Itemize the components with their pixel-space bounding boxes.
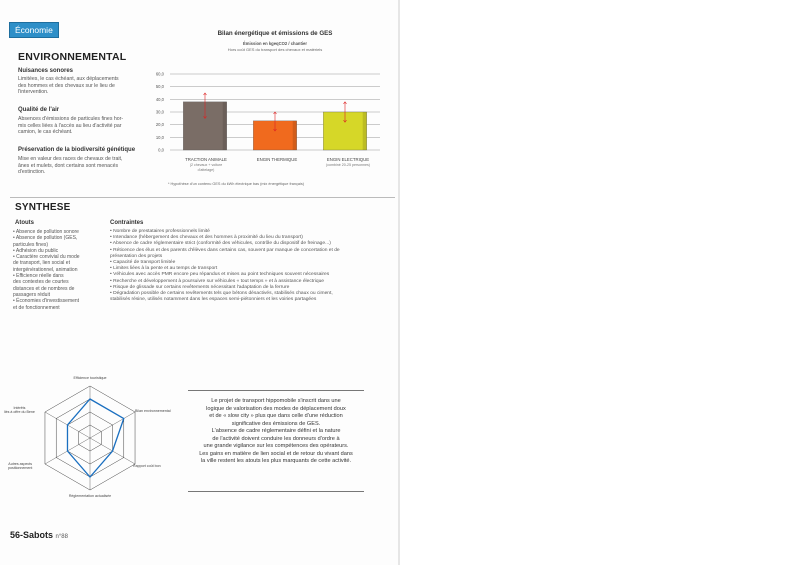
list-item	[110, 291, 395, 303]
list-item-line: des contextes de courtes	[13, 279, 69, 286]
list-item-line: • Absence de pollution sonore	[13, 229, 79, 235]
list-item-line: • Limites liées à la pente et au temps de transport	[110, 266, 218, 272]
y-tick-label: 10,0	[155, 134, 164, 140]
list-item-line: • Efficience réelle dans	[13, 273, 64, 280]
list-item-line: • Intendance (hébergement des chevaux et des hommes à proximité du lieu du transport)	[110, 235, 303, 241]
radar-chart	[20, 376, 180, 501]
list-item-line: présentation des projets	[110, 253, 163, 259]
chart-subtitle: Émission en kgeqCO2 / chantier	[243, 41, 307, 46]
category-note-line: (combiné 20-25 personnes)	[326, 163, 370, 167]
y-tick-label: 30,0	[155, 109, 164, 115]
category-note	[176, 163, 236, 173]
env-section-title: Nuisances sonores	[18, 68, 74, 74]
radar-label-line: Intérêts	[13, 406, 26, 410]
list-item-line: • Économies d'investissement	[13, 298, 80, 305]
y-tick-label: 0,0	[158, 147, 164, 153]
list-item	[13, 273, 101, 298]
quote-rule-top	[188, 390, 364, 391]
quote-line: une grande vigilance sur les compétences des opérateurs.	[203, 443, 349, 449]
ges-bar-chart	[140, 66, 385, 160]
quote-line: Le projet de transport hippomobile s'inscrit dans une	[211, 398, 341, 404]
quote-line: logique de valorisation des modes de déplacement doux	[206, 405, 346, 412]
env-section-text	[18, 116, 123, 136]
category-label: TRACTION ANIMALE	[185, 157, 227, 162]
page-footer	[10, 530, 68, 540]
list-item-line: • Absence de pollution (GES,	[13, 235, 78, 242]
list-item-line: et de fonctionnement	[13, 304, 60, 311]
env-section-text	[18, 76, 119, 96]
text-line: camion, le cas échéant.	[18, 129, 73, 136]
list-item	[13, 254, 101, 273]
list-item-line: • Réticence des élus et des parents d'élèves dans certains cas, souvent par manque de concertation et de	[110, 247, 340, 253]
text-line: Mise en valeur des races de chevaux de trait,	[18, 156, 123, 162]
text-line: mis celles liées à l'accès au lieu d'activité par	[18, 122, 122, 129]
text-line: Absences d'émissions de particules fines hor-	[18, 116, 124, 122]
y-tick-label: 40,0	[155, 96, 164, 102]
page-gutter	[398, 0, 400, 565]
radar-label-line: Efficience touristique	[73, 376, 107, 380]
y-tick-label: 20,0	[155, 122, 164, 128]
magazine-name: Sabots	[23, 530, 54, 540]
list-item	[13, 298, 101, 311]
quote-line: la ville restent les atouts les plus marquants de cette activité.	[200, 458, 352, 464]
list-item-line: distances et de nombres de	[13, 285, 75, 292]
quote-line: Les gains en matière de lien social et de retour du vivant dans	[199, 450, 353, 457]
list-item-line: de transport, lien social et	[13, 260, 70, 267]
list-item-line: passagers réduit	[13, 291, 50, 298]
chart-subtitle-note: Hors coût GES du transport des chevaux et matériels	[227, 47, 323, 52]
quote-line: de l'activité doivent conduire les donneurs d'ordre à	[212, 435, 340, 442]
atouts-title: Atouts	[15, 220, 34, 226]
list-item-line: • Adhésion du public	[13, 247, 59, 254]
radar-label-line: Bilan environnemental	[135, 409, 171, 413]
text-line: d'extinction.	[18, 169, 46, 176]
radar-axis-label	[135, 409, 171, 413]
radar-axis-label	[62, 494, 118, 498]
list-item-line: • Dégradation possible de certains revêtements tels que bétons désactivés, stabilisés chaux ou ciment,	[110, 291, 333, 297]
chart-footnote: * Hypothèse d'un contenu GES du kWh électrique bas (mix énergétique français)	[168, 182, 305, 186]
list-item-line: particules fines)	[13, 241, 49, 248]
quote-text	[186, 398, 366, 466]
page-number: 56-	[10, 530, 24, 540]
text-line: des hommes et des chevaux sur le lieu de	[18, 82, 115, 89]
section-tag: Économie	[9, 22, 59, 38]
env-section-text	[18, 156, 122, 176]
radar-axis-label	[70, 376, 110, 380]
contraintes-title: Contraintes	[110, 220, 144, 226]
list-item-line: • Nombre de prestataires professionnels limité	[110, 229, 210, 234]
synthese-heading: SYNTHESE	[15, 202, 71, 213]
category-note-line: d'attelage)	[197, 168, 215, 172]
list-item-line: stabilisés résine, utilisés notamment dans les espaces semi-piétonniers et les voiries partagées	[110, 297, 317, 303]
env-section-title: Qualité de l'air	[18, 107, 60, 113]
category-note	[312, 163, 384, 168]
radar-label-line: Autres aspects	[8, 462, 33, 466]
contraintes-list	[110, 229, 395, 303]
list-item-line: • Absence de cadre réglementaire strict (conformité des véhicules, contrôle du dispositif de freinage...)	[110, 241, 331, 247]
environnemental-heading: ENVIRONNEMENTAL	[18, 51, 127, 63]
quote-line: significative des émissions de GES.	[231, 420, 321, 427]
radar-label-line: positionnement	[8, 466, 33, 471]
section-divider	[10, 197, 395, 198]
text-line: Limitées, le cas échéant, aux déplacements	[18, 76, 119, 82]
list-item-line: • Véhicules avec accès PMR encore peu répandus et mises au point techniques souvent nécessaires	[110, 272, 330, 278]
bar-shade	[363, 112, 367, 150]
list-item-line: • Caractère convivial du mode	[13, 254, 80, 261]
y-tick-label: 60,0	[155, 71, 164, 77]
radar-label-line: liés à offre du Bene	[4, 410, 35, 415]
text-line: ânes et mulets, dont certains sont menacés	[18, 162, 119, 169]
list-item	[110, 248, 395, 260]
quote-rule-bottom	[188, 491, 364, 492]
list-item-line: intergénérationnel, animation	[13, 266, 78, 273]
text-line: l'intervention.	[18, 89, 49, 96]
list-item-line: • Risque de glissade sur certains revêtements nécessitant l'adaptation de la ferrure	[110, 284, 290, 290]
quote-line: L'absence de cadre réglementaire défini et la nature	[211, 428, 341, 434]
magazine-page	[0, 0, 398, 565]
list-item	[13, 235, 101, 248]
bar-shade	[223, 102, 227, 150]
radar-label-line: Règlementation actualisée	[68, 494, 112, 498]
bar-shade	[293, 121, 297, 150]
chart-title: Bilan énergétique et émissions de GES	[217, 30, 333, 37]
quote-line: et de « slow city » plus que dans celle d'une réduction	[209, 413, 343, 419]
category-label: ENGIN ELECTRIQUE	[326, 157, 370, 162]
atouts-list	[13, 229, 101, 311]
category-label: ENGIN THERMIQUE	[256, 157, 298, 162]
issue-number: n°88	[55, 534, 68, 540]
radar-series	[67, 399, 123, 477]
radar-axis-label	[8, 462, 32, 471]
list-item-line: • Capacité de transport limitée	[110, 260, 176, 266]
list-item-line: • Recherche et développement à poursuivre sur véhicules « tout temps » et à assistance électrique	[110, 278, 325, 284]
radar-axis-label	[4, 406, 35, 415]
y-tick-label: 50,0	[155, 84, 164, 90]
env-section-title: Préservation de la biodiversité génétique	[18, 147, 136, 153]
radar-axis-label	[133, 464, 161, 468]
category-note-line: (2 chevaux + voiture	[189, 163, 223, 167]
radar-label-line: Rapport coût bon	[133, 464, 161, 468]
